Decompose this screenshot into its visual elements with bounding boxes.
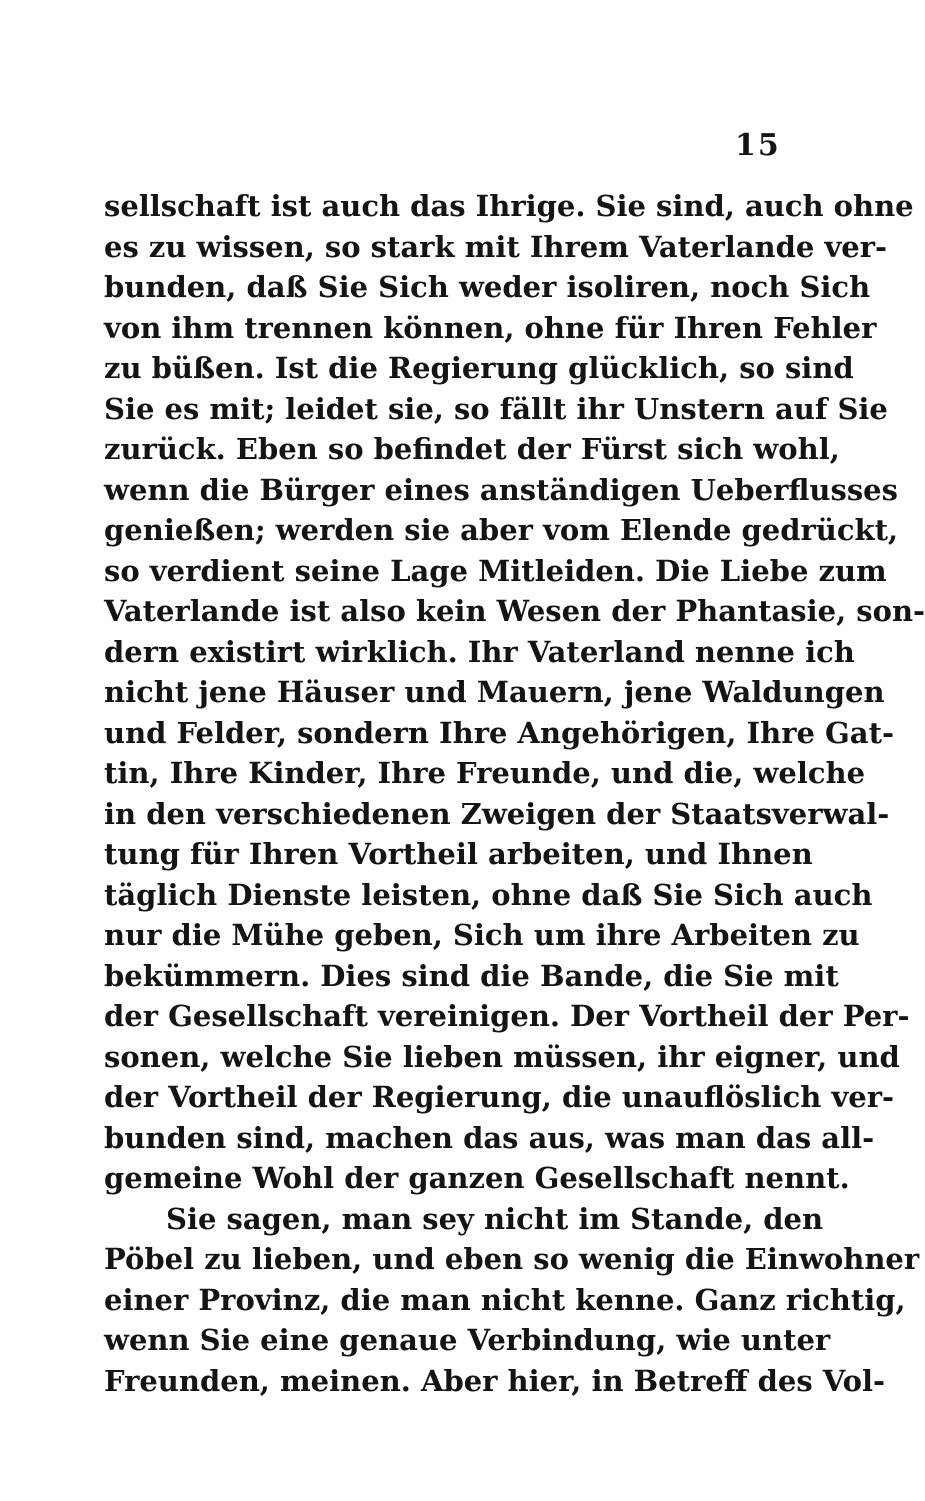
paragraph-2 [104, 1199, 920, 1402]
text-line: es zu wissen, so stark mit Ihrem Vaterlande ver- [104, 229, 888, 264]
text-line: gemeine Wohl der ganzen Gesellschaft nennt. [104, 1161, 850, 1195]
text-line: Sie es mit; leidet sie, so fällt ihr Unstern auf Sie [104, 391, 888, 426]
text-line: einer Provinz, die man nicht kenne. Ganz richtig, [104, 1282, 906, 1317]
text-line: zurück. Eben so befindet der Fürst sich wohl, [104, 432, 840, 466]
page-number: 15 [735, 128, 781, 163]
text-line: der Vortheil der Regierung, die unauflöslich ver- [104, 1080, 895, 1114]
text-line: Vaterlande ist also kein Wesen der Phantasie, son- [104, 594, 925, 628]
text-line: sonen, welche Sie lieben müssen, ihr eigner, und [104, 1039, 900, 1074]
text-line: nicht jene Häuser und Mauern, jene Waldungen [104, 675, 885, 709]
text-line: nur die Mühe geben, Sich um ihre Arbeiten zu [104, 918, 860, 952]
text-line: bekümmern. Dies sind die Bande, die Sie mit [104, 958, 839, 993]
body-text [104, 186, 925, 1401]
text-line: in den verschiedenen Zweigen der Staatsverwal- [104, 796, 890, 831]
text-line: Sie sagen, man sey nicht im Stande, den [166, 1201, 824, 1236]
text-line: tung für Ihren Vortheil arbeiten, und Ihnen [104, 837, 813, 871]
text-line: bunden sind, machen das aus, was man das all- [104, 1120, 875, 1155]
text-line: von ihm trennen können, ohne für Ihren Fehler [104, 310, 877, 345]
text-line: wenn die Bürger eines anständigen Ueberflusses [104, 472, 898, 507]
text-line: täglich Dienste leisten, ohne daß Sie Sich auch [104, 877, 873, 912]
text-line: Pöbel zu lieben, und eben so wenig die Einwohner [104, 1242, 920, 1276]
text-line: dern existirt wirklich. Ihr Vaterland nenne ich [104, 634, 855, 669]
text-line: wenn Sie eine genaue Verbindung, wie unter [104, 1323, 831, 1357]
text-line: und Felder, sondern Ihre Angehörigen, Ihre Gat- [104, 715, 895, 750]
text-line: so verdient seine Lage Mitleiden. Die Liebe zum [104, 553, 887, 588]
text-line: bunden, daß Sie Sich weder isoliren, noch Sich [104, 270, 871, 304]
text-line: tin, Ihre Kinder, Ihre Freunde, und die, welche [104, 756, 866, 790]
text-line: Freunden, meinen. Aber hier, in Betreff des Vol- [104, 1363, 886, 1398]
paragraph-1 [104, 186, 925, 1199]
text-line: zu büßen. Ist die Regierung glücklich, so sind [104, 351, 854, 385]
text-line: genießen; werden sie aber vom Elende gedrückt, [104, 513, 899, 547]
text-line: sellschaft ist auch das Ihrige. Sie sind, auch ohne [104, 189, 914, 223]
text-line: der Gesellschaft vereinigen. Der Vortheil der Per- [104, 999, 910, 1033]
